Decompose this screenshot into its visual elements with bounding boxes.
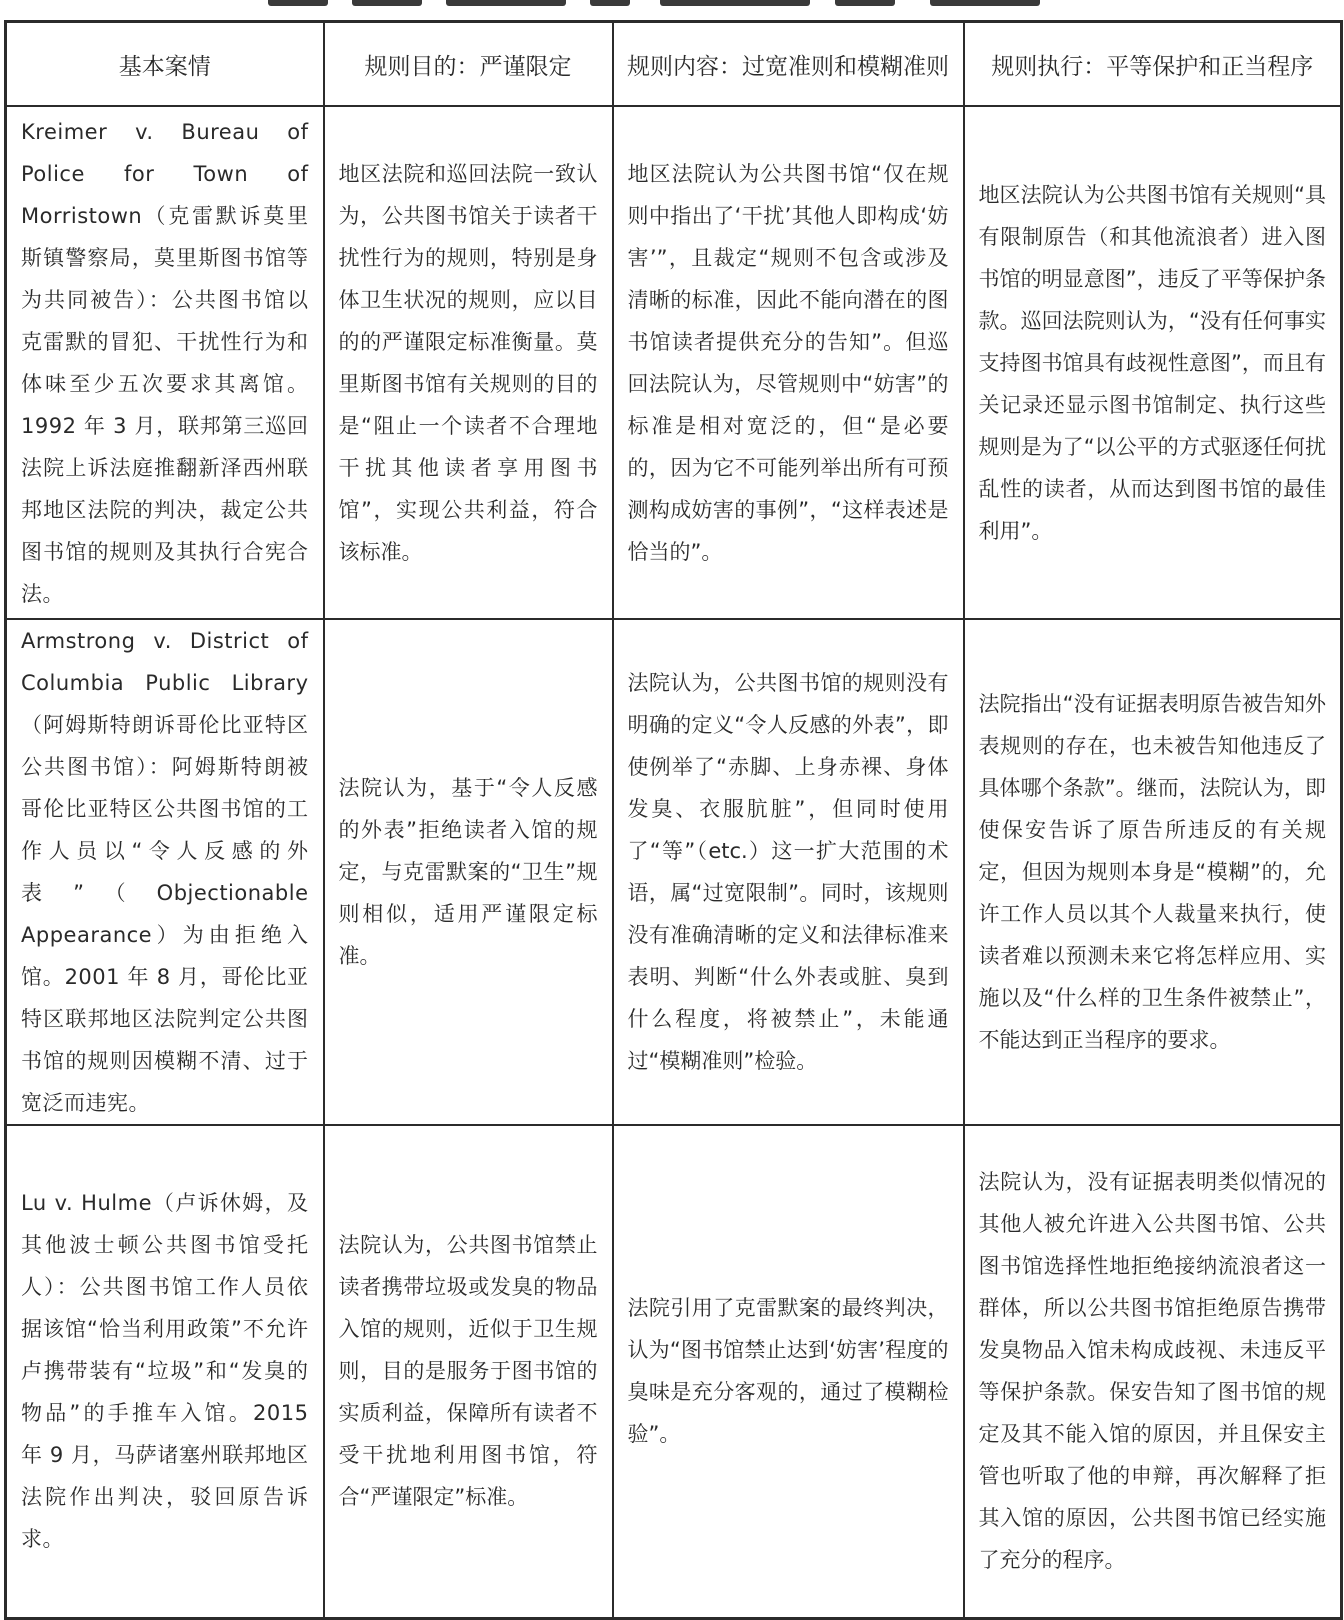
- table-row: [6, 619, 1342, 1125]
- purpose-cell: 法院认为，公共图书馆禁止读者携带垃圾或发臭的物品入馆的规则，近似于卫生规则，目的是服务于图书馆的实质利益，保障所有读者不受干扰地利用图书馆，符合“严谨限定”标准。: [324, 1125, 613, 1618]
- enforcement-cell: 地区法院认为公共图书馆有关规则“具有限制原告（和其他流浪者）进入图书馆的明显意图”，违反了平等保护条款。巡回法院则认为，“没有任何事实支持图书馆具有歧视性意图”，而且有关记录还显示图书馆制定、执行这些规则是为了“以公平的方式驱逐任何扰乱性的读者，从而达到图书馆的最佳利用”。: [964, 106, 1342, 619]
- header-rule-content: 规则内容：过宽准则和模糊准则: [613, 22, 964, 107]
- header-rule-purpose: 规则目的：严谨限定: [324, 22, 613, 107]
- header-row: [6, 22, 1342, 107]
- cropped-caption-strip: [0, 0, 1344, 20]
- table-body: [6, 106, 1342, 1618]
- enforcement-cell: 法院认为，没有证据表明类似情况的其他人被允许进入公共图书馆、公共图书馆选择性地拒绝接纳流浪者这一群体，所以公共图书馆拒绝原告携带发臭物品入馆未构成歧视、未违反平等保护条款。保安告知了图书馆的规定及其不能入馆的原因，并且保安主管也听取了他的申辩，再次解释了拒其入馆的原因，公共图书馆已经实施了充分的程序。: [964, 1125, 1342, 1618]
- case-comparison-table: [4, 20, 1343, 1620]
- content-cell: 法院认为，公共图书馆的规则没有明确的定义“令人反感的外表”，即使例举了“赤脚、上身赤裸、身体发臭、衣服肮脏”，但同时使用了“等”（etc.）这一扩大范围的术语，属“过宽限制”。同时，该规则没有准确清晰的定义和法律标准来表明、判断“什么外表或脏、臭到什么程度，将被禁止”，未能通过“模糊准则”检验。: [613, 619, 964, 1125]
- table-row: [6, 106, 1342, 619]
- case-cell: Kreimer v. Bureau of Police for Town of Morristown（克雷默诉莫里斯镇警察局，莫里斯图书馆等为共同被告）：公共图书馆以克雷默的冒犯、干扰性行为和体味至少五次要求其离馆。1992 年 3 月，联邦第三巡回法院上诉法庭推翻新泽西州联邦地区法院的判决，裁定公共图书馆的规则及其执行合宪合法。: [6, 106, 324, 619]
- content-cell: 地区法院认为公共图书馆“仅在规则中指出了‘干扰’其他人即构成‘妨害’”，且裁定“规则不包含或涉及清晰的标准，因此不能向潜在的图书馆读者提供充分的告知”。但巡回法院认为，尽管规则中“妨害”的标准是相对宽泛的，但“是必要的，因为它不可能列举出所有可预测构成妨害的事例”，“这样表述是恰当的”。: [613, 106, 964, 619]
- header-rule-enforcement: 规则执行：平等保护和正当程序: [964, 22, 1342, 107]
- case-cell: Armstrong v. District of Columbia Public Library（阿姆斯特朗诉哥伦比亚特区公共图书馆）：阿姆斯特朗被哥伦比亚特区公共图书馆的工作人员以“令人反感的外表”（Objectionable Appearance）为由拒绝入馆。2001 年 8 月，哥伦比亚特区联邦地区法院判定公共图书馆的规则因模糊不清、过于宽泛而违宪。: [6, 619, 324, 1125]
- table-header: [6, 22, 1342, 107]
- enforcement-cell: 法院指出“没有证据表明原告被告知外表规则的存在，也未被告知他违反了具体哪个条款”。继而，法院认为，即使保安告诉了原告所违反的有关规定，但因为规则本身是“模糊”的，允许工作人员以其个人裁量来执行，使读者难以预测未来它将怎样应用、实施以及“什么样的卫生条件被禁止”，不能达到正当程序的要求。: [964, 619, 1342, 1125]
- case-cell: Lu v. Hulme（卢诉休姆，及其他波士顿公共图书馆受托人）：公共图书馆工作人员依据该馆“恰当利用政策”不允许卢携带装有“垃圾”和“发臭的物品”的手推车入馆。2015 年 9 月，马萨诸塞州联邦地区法院作出判决，驳回原告诉求。: [6, 1125, 324, 1618]
- content-cell: 法院引用了克雷默案的最终判决，认为“图书馆禁止达到‘妨害’程度的臭味是充分客观的，通过了模糊检验”。: [613, 1125, 964, 1618]
- purpose-cell: 地区法院和巡回法院一致认为，公共图书馆关于读者干扰性行为的规则，特别是身体卫生状况的规则，应以目的的严谨限定标准衡量。莫里斯图书馆有关规则的目的是“阻止一个读者不合理地干扰其他读者享用图书馆”，实现公共利益，符合该标准。: [324, 106, 613, 619]
- table-row: [6, 1125, 1342, 1618]
- header-basic-facts: 基本案情: [6, 22, 324, 107]
- purpose-cell: 法院认为，基于“令人反感的外表”拒绝读者入馆的规定，与克雷默案的“卫生”规则相似，适用严谨限定标准。: [324, 619, 613, 1125]
